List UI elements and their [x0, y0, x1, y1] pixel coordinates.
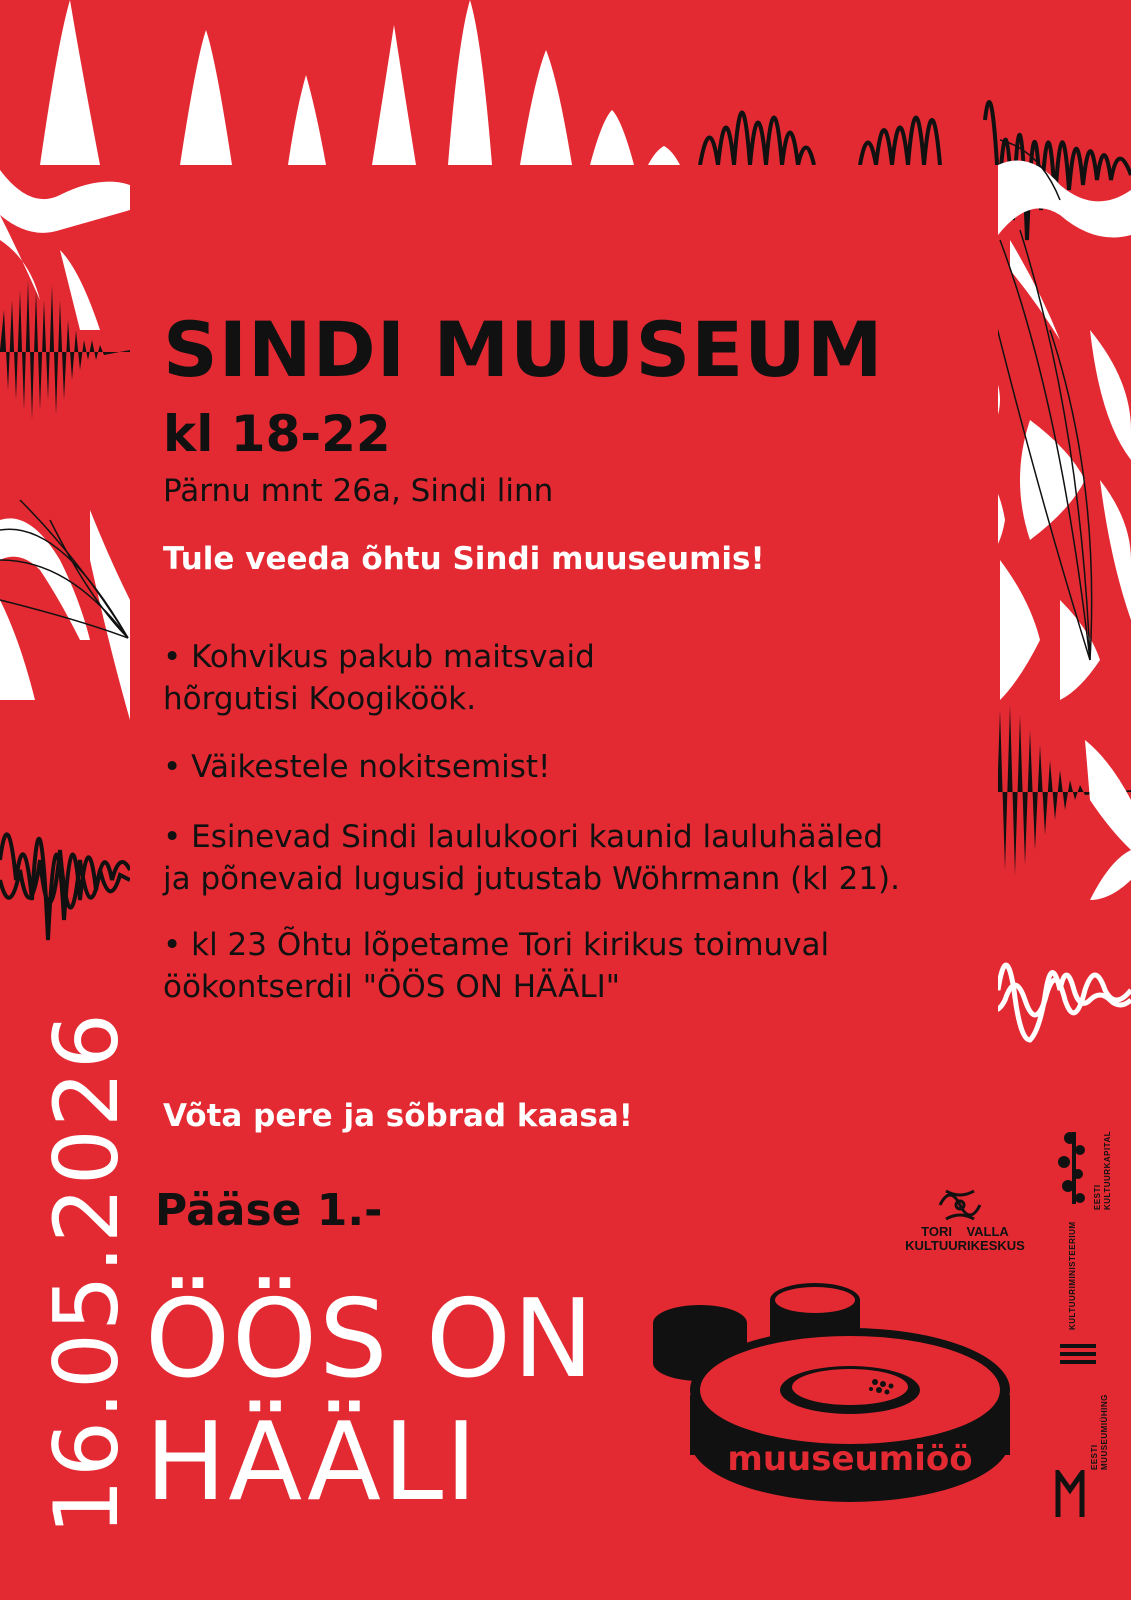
organizer-logo — [890, 1225, 1040, 1253]
museum-name: SINDI MUUSEUM — [163, 305, 884, 394]
kulka-line1: EESTI — [1093, 1184, 1102, 1210]
closing-line: Võta pere ja sõbrad kaasa! — [163, 1098, 633, 1134]
kulka-emblem-icon — [1050, 1128, 1100, 1208]
organizer-line2: VALLA — [966, 1224, 1009, 1239]
ministry-label: KULTUURIMINISTEERIUM — [1068, 1221, 1077, 1330]
museum-night-logo — [650, 1265, 1030, 1535]
society-line1: EESTI — [1090, 1444, 1099, 1470]
organizer-line3: KULTUURIKESKUS — [905, 1238, 1025, 1253]
opening-hours: kl 18-22 — [163, 405, 391, 463]
program-item: • Väikestele nokitsemist! — [163, 749, 551, 785]
address: Pärnu mnt 26a, Sindi linn — [163, 473, 554, 509]
kulka-line2: KULTUURKAPITAL — [1103, 1130, 1112, 1210]
event-date: 16.05.2026 — [35, 1011, 138, 1535]
program-item: • Esinevad Sindi laulukoori kaunid lauluhääled ja põnevaid lugusid jutustab Wöhrmann (kl 21). — [163, 819, 900, 897]
invitation: Tule veeda õhtu Sindi muuseumis! — [163, 541, 765, 577]
program-item: • kl 23 Õhtu lõpetame Tori kirikus toimuval öökontserdil "ÖÖS ON HÄÄLI" — [163, 927, 830, 1005]
organizer-line1: TORI — [921, 1224, 952, 1239]
event-title-line2: HÄÄLI — [145, 1400, 479, 1525]
admission-fee: Pääse 1.- — [155, 1185, 383, 1236]
program-item: • Kohvikus pakub maitsvaid hõrgutisi Koogiköök. — [163, 639, 595, 717]
society-logo-icon — [1055, 1470, 1085, 1520]
logo-wordmark: muuseumiöö — [727, 1439, 973, 1479]
society-line2: MUUSEUMIÜHING — [1100, 1394, 1109, 1470]
ministry-crest-icon — [1058, 1340, 1098, 1370]
event-title-line1: ÖÖS ON — [145, 1277, 596, 1402]
